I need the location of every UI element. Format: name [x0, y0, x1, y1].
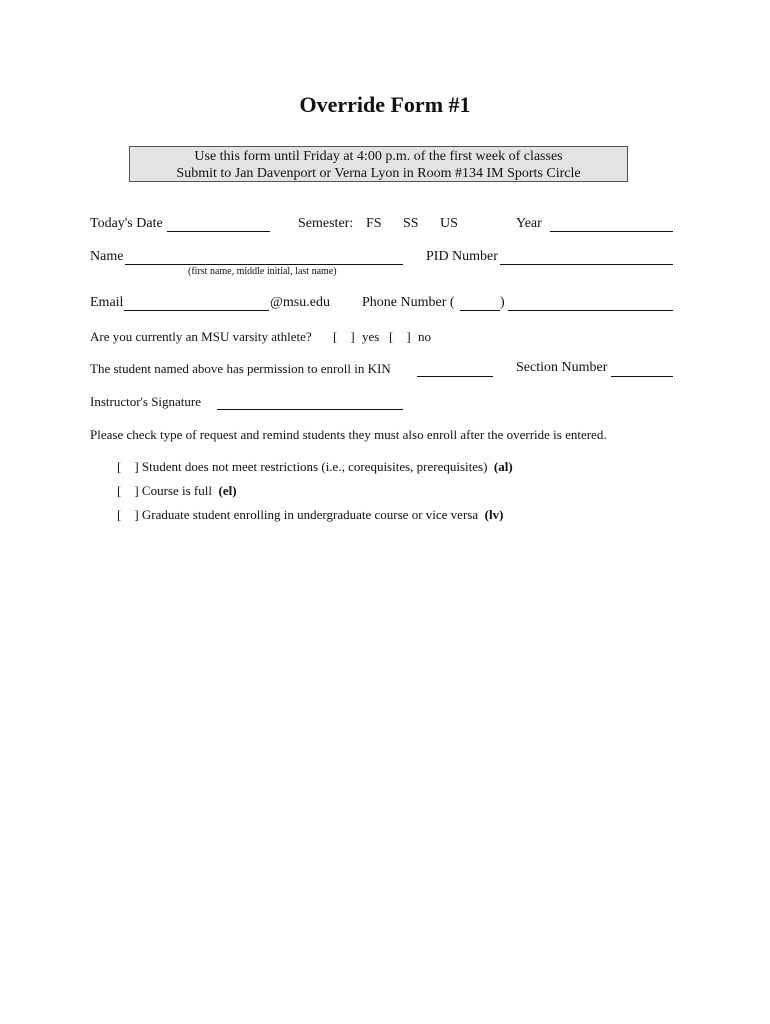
request-option-restrictions: [117, 459, 513, 475]
phone-label: Phone Number (: [362, 295, 455, 310]
permission-text: The student named above has permission to enroll in KIN: [90, 361, 391, 376]
yes-label: yes: [362, 329, 380, 344]
signature-label: Instructor's Signature: [90, 394, 202, 409]
request-option-level: [117, 507, 503, 523]
request-option-code: (al): [493, 459, 513, 474]
todays-date-field[interactable]: [167, 219, 270, 232]
phone-area-code-field[interactable]: [460, 298, 500, 311]
request-option-text: Graduate student enrolling in undergraduate course or vice versa: [141, 507, 479, 522]
signature-field[interactable]: [217, 397, 403, 410]
semester-option-us[interactable]: US: [440, 216, 458, 231]
request-option-code: (lv): [484, 507, 504, 522]
page-title: Override Form #1: [299, 92, 471, 117]
request-instructions: Please check type of request and remind students they must also enroll after the override is entered.: [90, 427, 607, 442]
email-label: Email: [90, 295, 124, 310]
notice-line-2: Submit to Jan Davenport or Verna Lyon in Room #134 IM Sports Circle: [176, 166, 581, 181]
request-option-code: (el): [218, 483, 237, 498]
year-field[interactable]: [550, 219, 673, 232]
athlete-question: Are you currently an MSU varsity athlete?: [90, 329, 312, 344]
email-domain: @msu.edu: [270, 295, 330, 310]
request-option-text: Student does not meet restrictions (i.e., corequisites, prerequisites): [141, 459, 488, 474]
kin-course-field[interactable]: [417, 364, 493, 377]
name-label: Name: [90, 249, 124, 264]
todays-date-label: Today's Date: [90, 216, 163, 231]
section-number-label: Section Number: [516, 360, 608, 375]
athlete-yes-checkbox[interactable]: [ ]: [333, 329, 355, 344]
athlete-no-checkbox[interactable]: [ ]: [389, 329, 411, 344]
request-option-text: Course is full: [141, 483, 212, 498]
instructions-box: [129, 146, 628, 182]
email-field[interactable]: [124, 298, 269, 311]
request-checkbox[interactable]: [ ]: [117, 507, 139, 522]
section-number-field[interactable]: [611, 364, 673, 377]
phone-number-field[interactable]: [508, 298, 673, 311]
request-checkbox[interactable]: [ ]: [117, 483, 139, 498]
pid-field[interactable]: [500, 252, 673, 265]
year-label: Year: [516, 216, 542, 231]
request-option-course-full: [117, 483, 237, 499]
no-label: no: [418, 329, 431, 344]
semester-label: Semester:: [298, 216, 354, 231]
semester-option-fs[interactable]: FS: [366, 216, 382, 231]
phone-paren-close: ): [500, 295, 505, 310]
semester-option-ss[interactable]: SS: [403, 216, 419, 231]
request-checkbox[interactable]: [ ]: [117, 459, 139, 474]
name-hint: (first name, middle initial, last name): [188, 266, 337, 277]
pid-label: PID Number: [426, 249, 498, 264]
notice-line-1: Use this form until Friday at 4:00 p.m. of the first week of classes: [194, 149, 563, 164]
name-field[interactable]: [125, 252, 403, 265]
